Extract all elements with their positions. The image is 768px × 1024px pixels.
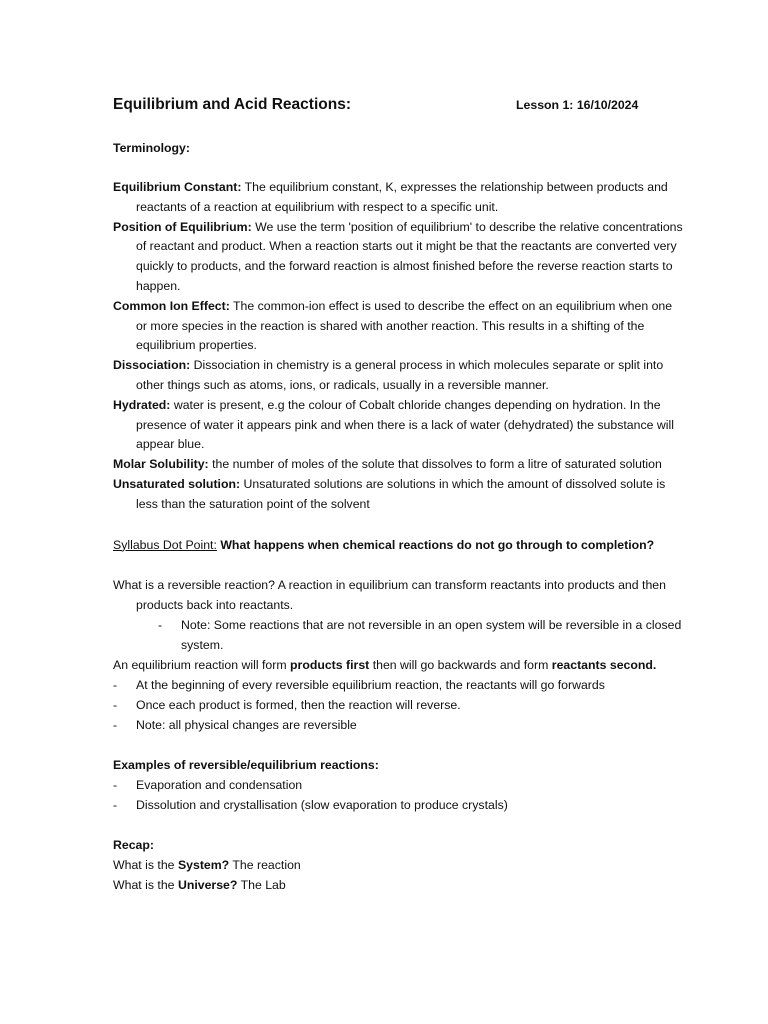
definition-common-ion-effect (113, 297, 683, 356)
list-item (113, 695, 683, 715)
recap-answer: The Lab (237, 877, 286, 892)
recap-question-system (113, 855, 683, 875)
title-row (113, 96, 673, 116)
page-title: Equilibrium and Acid Reactions: (113, 96, 351, 113)
statement-bold-products: products first (290, 657, 370, 672)
dash-bullet: - (113, 777, 118, 792)
dash-bullet: - (113, 697, 118, 712)
definition-text: the number of moles of the solute that dissolves to form a litre of saturated solution (208, 457, 662, 472)
dash-bullet: - (113, 677, 118, 692)
list-item-text: Dissolution and crystallisation (slow evaporation to produce crystals) (136, 797, 508, 812)
equilibrium-statement (113, 655, 683, 675)
syllabus-dot-point (113, 535, 683, 555)
recap-text: What is the (113, 857, 178, 872)
definition-term: Position of Equilibrium: (113, 219, 252, 234)
definition-unsaturated-solution (113, 475, 683, 515)
definition-text: The equilibrium constant, K, expresses the relationship between products and reactants of a reaction at equilibrium with respect to a specific unit. (136, 180, 668, 214)
statement-bold-reactants: reactants second. (551, 657, 657, 672)
syllabus-question: What happens when chemical reactions do not go through to completion? (216, 537, 655, 552)
statement-text: then will go backwards and form (369, 657, 552, 672)
definition-text: Unsaturated solutions are solutions in which the amount of dissolved solute is less than the saturation point of the solvent (136, 476, 666, 511)
examples-heading: Examples of reversible/equilibrium reactions: (113, 757, 379, 772)
dash-bullet: - (158, 617, 163, 632)
list-item-text: Evaporation and condensation (136, 777, 303, 792)
definition-term: Equilibrium Constant: (113, 180, 242, 194)
dash-bullet: - (113, 717, 118, 732)
reversible-intro: What is a reversible reaction? A reaction in equilibrium can transform reactants into products and then products back into reactants. (113, 577, 666, 612)
definition-text: water is present, e.g the colour of Cobalt chloride changes depending on hydration. In the presence of water it appears pink and when there is a lack of water (dehydrated) the substance will appear blue. (136, 397, 674, 452)
list-item (113, 675, 683, 695)
definition-molar-solubility (113, 455, 683, 475)
recap-bold-term: System? (177, 857, 230, 872)
recap-answer: The reaction (229, 857, 301, 872)
dash-bullet: - (113, 797, 118, 812)
definition-term: Unsaturated solution: (113, 476, 241, 491)
list-item (113, 775, 683, 795)
definition-position-of-equilibrium (113, 218, 683, 297)
list-item-text: Note: all physical changes are reversible (136, 717, 357, 732)
definition-hydrated (113, 396, 683, 455)
definition-equilibrium-constant (113, 178, 683, 218)
lesson-date: Lesson 1: 16/10/2024 (516, 98, 639, 112)
syllabus-label: Syllabus Dot Point: (113, 537, 217, 552)
statement-text: An equilibrium reaction will form (113, 657, 291, 672)
definition-text: Dissociation in chemistry is a general process in which molecules separate or split into other things such as atoms, ions, or radicals, usually in a reversible manner. (136, 358, 664, 392)
list-item-text: Once each product is formed, then the reaction will reverse. (136, 697, 461, 712)
definition-term: Molar Solubility: (113, 457, 209, 472)
list-item-text: At the beginning of every reversible equilibrium reaction, the reactants will go forwards (136, 677, 605, 692)
recap-heading: Recap: (113, 837, 155, 852)
recap-question-universe (113, 875, 683, 895)
document-body (113, 138, 683, 895)
terminology-heading: Terminology: (113, 141, 190, 155)
sub-note-item (158, 615, 683, 655)
recap-text: What is the (113, 877, 178, 892)
definition-text: The common-ion effect is used to describe the effect on an equilibrium when one or more species in the reaction is shared with another reaction. This results in a shifting of the equilibrium properties. (136, 298, 673, 353)
definition-term: Hydrated: (113, 397, 171, 412)
definition-term: Common Ion Effect: (113, 298, 230, 313)
definition-dissociation (113, 356, 683, 396)
definition-text: We use the term 'position of equilibrium' to describe the relative concentrations of reactant and product. When a reaction starts out it might be that the reactants are converted very quickly to products, and the forward reaction is almost finished before the reverse reaction starts to happen. (136, 219, 683, 293)
recap-bold-term: Universe? (177, 877, 238, 892)
definition-term: Dissociation: (113, 358, 191, 373)
definitions-list (113, 178, 683, 515)
list-item (113, 795, 683, 815)
sub-note-text: Note: Some reactions that are not reversible in an open system will be reversible in a closed system. (181, 617, 682, 652)
list-item (113, 715, 683, 735)
